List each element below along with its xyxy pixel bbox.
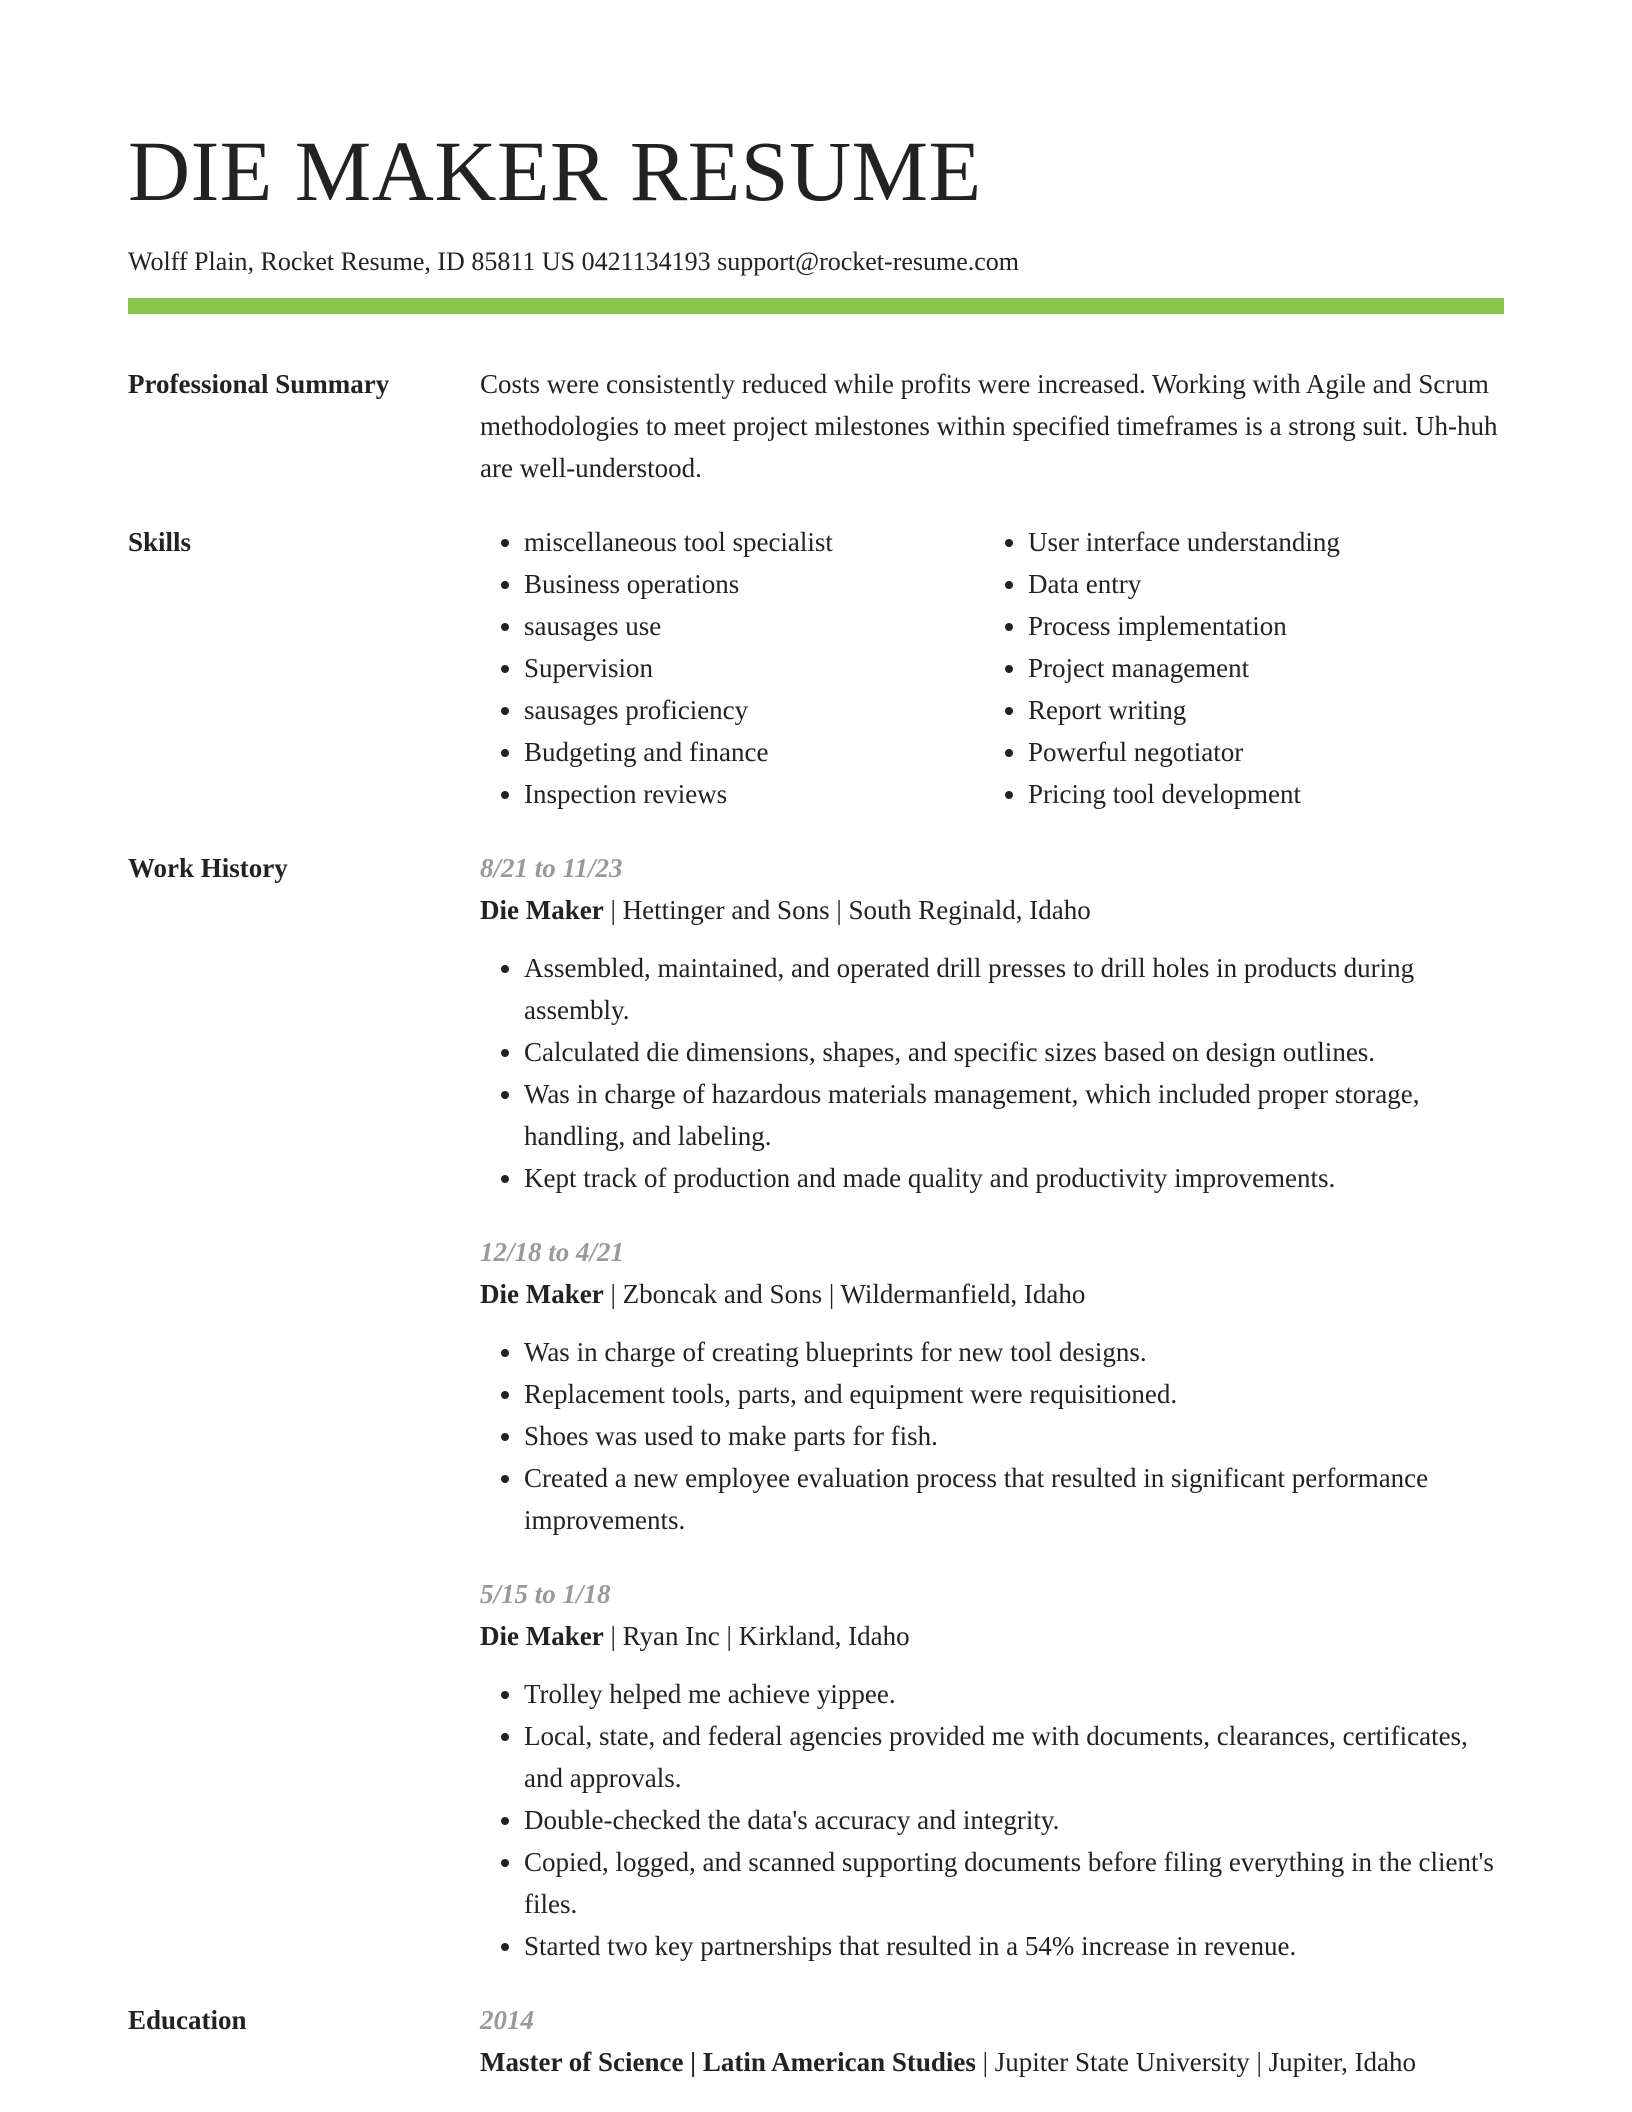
job-entry bbox=[480, 1231, 1504, 1541]
education-details: | Jupiter State University | Jupiter, Idaho bbox=[975, 2047, 1417, 2077]
work-history-body bbox=[480, 847, 1504, 1967]
contact-line: Wolff Plain, Rocket Resume, ID 85811 US 0421134193 support@rocket-resume.com bbox=[128, 247, 1020, 276]
skill-item: • sausages proficiency bbox=[524, 689, 984, 731]
job-bullet: • Started two key partnerships that resulted in a 54% increase in revenue. bbox=[524, 1925, 1504, 1967]
job-bullet: • Calculated die dimensions, shapes, and specific sizes based on design outlines. bbox=[524, 1031, 1504, 1073]
section-label-work-history: Work History bbox=[128, 853, 288, 883]
skills-column-left bbox=[480, 521, 984, 815]
education-section bbox=[128, 1999, 1504, 2083]
job-bullet: • Double-checked the data's accuracy and integrity. bbox=[524, 1799, 1504, 1841]
job-bullet: • Was in charge of creating blueprints for new tool designs. bbox=[524, 1331, 1504, 1373]
job-bullets bbox=[480, 947, 1504, 1199]
job-details: | Ryan Inc | Kirkland, Idaho bbox=[603, 1621, 910, 1651]
education-heading bbox=[480, 2041, 1504, 2083]
skill-item: • Business operations bbox=[524, 563, 984, 605]
job-details: | Zboncak and Sons | Wildermanfield, Idaho bbox=[603, 1279, 1086, 1309]
job-title: Die Maker bbox=[480, 1621, 604, 1651]
skill-item: • Pricing tool development bbox=[1028, 773, 1488, 815]
section-label-skills: Skills bbox=[128, 527, 192, 557]
job-heading bbox=[480, 1615, 1504, 1657]
accent-divider bbox=[128, 298, 1504, 314]
job-dates: 12/18 to 4/21 bbox=[480, 1237, 625, 1267]
job-bullet: • Assembled, maintained, and operated drill presses to drill holes in products during assembly. bbox=[524, 947, 1504, 1031]
skills-section bbox=[128, 521, 1504, 815]
job-heading bbox=[480, 889, 1504, 931]
skill-item: • Report writing bbox=[1028, 689, 1488, 731]
skill-item: • Inspection reviews bbox=[524, 773, 984, 815]
job-dates: 5/15 to 1/18 bbox=[480, 1579, 611, 1609]
education-date: 2014 bbox=[480, 2005, 534, 2035]
skills-column-right bbox=[984, 521, 1488, 815]
job-title: Die Maker bbox=[480, 895, 604, 925]
skill-item: • User interface understanding bbox=[1028, 521, 1488, 563]
education-body bbox=[480, 1999, 1504, 2083]
skills-columns bbox=[480, 521, 1504, 815]
skill-item: • sausages use bbox=[524, 605, 984, 647]
job-bullets bbox=[480, 1673, 1504, 1967]
job-bullet: • Was in charge of hazardous materials management, which included proper storage, handling, and labeling. bbox=[524, 1073, 1504, 1157]
job-bullet: • Shoes was used to make parts for fish. bbox=[524, 1415, 1504, 1457]
job-bullet: • Copied, logged, and scanned supporting documents before filing everything in the client's files. bbox=[524, 1841, 1504, 1925]
job-title: Die Maker bbox=[480, 1279, 604, 1309]
section-label-education: Education bbox=[128, 2005, 247, 2035]
job-bullet: • Created a new employee evaluation process that resulted in significant performance improvements. bbox=[524, 1457, 1504, 1541]
skill-item: • Project management bbox=[1028, 647, 1488, 689]
job-entry bbox=[480, 847, 1504, 1199]
section-label-summary: Professional Summary bbox=[128, 369, 390, 399]
skill-item: • miscellaneous tool specialist bbox=[524, 521, 984, 563]
summary-text: Costs were consistently reduced while profits were increased. Working with Agile and Scrum methodologies to meet project milestones within specified timeframes is a strong suit. Uh-huh are well-understood. bbox=[480, 369, 1498, 483]
job-entry bbox=[480, 1573, 1504, 1967]
education-degree: Master of Science | Latin American Studies bbox=[480, 2047, 976, 2077]
job-bullet: • Replacement tools, parts, and equipment were requisitioned. bbox=[524, 1373, 1504, 1415]
job-bullets bbox=[480, 1331, 1504, 1541]
job-details: | Hettinger and Sons | South Reginald, Idaho bbox=[603, 895, 1091, 925]
skill-item: • Process implementation bbox=[1028, 605, 1488, 647]
resume-title: DIE MAKER RESUME bbox=[128, 123, 982, 219]
summary-section bbox=[128, 363, 1504, 489]
job-bullet: • Kept track of production and made quality and productivity improvements. bbox=[524, 1157, 1504, 1199]
job-bullet: • Local, state, and federal agencies provided me with documents, clearances, certificates, and approvals. bbox=[524, 1715, 1504, 1799]
job-heading bbox=[480, 1273, 1504, 1315]
skill-item: • Data entry bbox=[1028, 563, 1488, 605]
skill-item: • Budgeting and finance bbox=[524, 731, 984, 773]
skill-item: • Supervision bbox=[524, 647, 984, 689]
work-history-section bbox=[128, 847, 1504, 1967]
job-dates: 8/21 to 11/23 bbox=[480, 853, 623, 883]
skill-item: • Powerful negotiator bbox=[1028, 731, 1488, 773]
job-bullet: • Trolley helped me achieve yippee. bbox=[524, 1673, 1504, 1715]
